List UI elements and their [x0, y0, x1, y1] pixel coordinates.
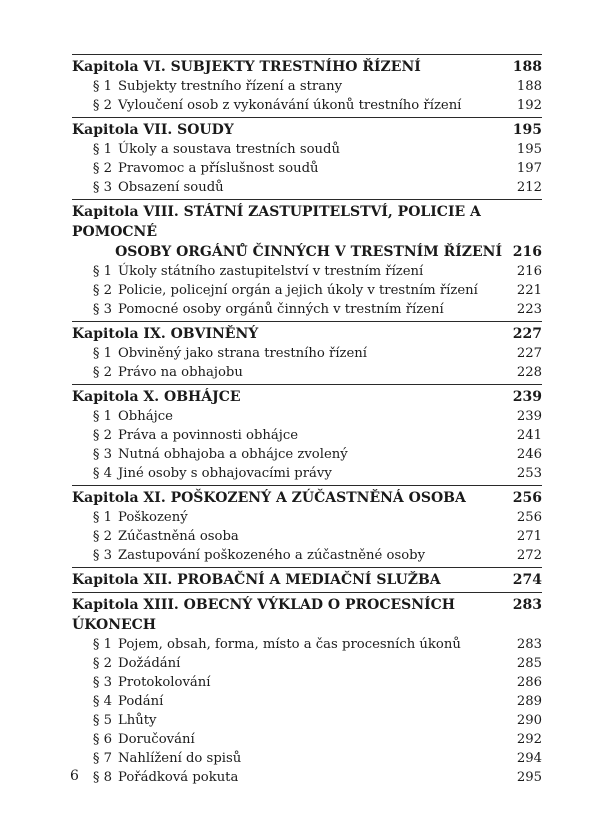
section-title: Obviněný jako strana trestního řízení [118, 346, 368, 361]
toc-section [72, 178, 542, 197]
section-number: § 2 [92, 656, 112, 671]
section-title: Úkoly a soustava trestních soudů [118, 142, 340, 157]
toc-section [72, 363, 542, 382]
toc-section [72, 407, 542, 426]
section-title: Subjekty trestního řízení a strany [118, 79, 343, 94]
section-title: Doručování [118, 732, 195, 747]
section-page-number: 295 [516, 770, 542, 785]
toc-section [72, 730, 542, 749]
toc-section [72, 546, 542, 565]
toc-section [72, 692, 542, 711]
chapter-heading [72, 202, 542, 262]
section-page-number: 294 [516, 751, 542, 766]
toc-section [72, 508, 542, 527]
toc-section [72, 96, 542, 115]
chapter-title [72, 202, 502, 262]
chapter-page-number: 195 [512, 122, 542, 138]
section-number: § 1 [92, 637, 112, 652]
chapter-page-number: 227 [512, 326, 542, 342]
section-title: Obhájce [118, 409, 173, 424]
section-page-number: 195 [516, 142, 542, 157]
section-title: Práva a povinnosti obhájce [118, 428, 299, 443]
toc-chapter [72, 117, 542, 197]
section-page-number: 286 [516, 675, 542, 690]
section-title: Pravomoc a příslušnost soudů [118, 161, 319, 176]
chapter-page-number: 256 [512, 490, 542, 506]
toc-chapter [72, 592, 542, 787]
section-page-number: 228 [516, 365, 542, 380]
section-title: Zastupování poškozeného a zúčastněné osoby [118, 548, 426, 563]
section-page-number: 223 [516, 302, 542, 317]
section-number: § 8 [92, 770, 112, 785]
chapter-title-text: Kapitola XII. PROBAČNÍ A MEDIAČNÍ SLUŽBA [72, 572, 441, 588]
section-number: § 1 [92, 79, 112, 94]
section-number: § 2 [92, 529, 112, 544]
section-number: § 3 [92, 675, 112, 690]
section-page-number: 290 [516, 713, 542, 728]
section-number: § 1 [92, 409, 112, 424]
chapter-title [72, 570, 502, 590]
toc-section [72, 426, 542, 445]
section-number: § 4 [92, 694, 112, 709]
chapter-heading [72, 595, 542, 635]
toc-section [72, 635, 542, 654]
toc-section [72, 159, 542, 178]
section-number: § 2 [92, 428, 112, 443]
toc-section [72, 749, 542, 768]
chapter-title-text: Kapitola VI. SUBJEKTY TRESTNÍHO ŘÍZENÍ [72, 59, 421, 75]
chapter-title-text: Kapitola VIII. STÁTNÍ ZASTUPITELSTVÍ, POLICIE A POMOCNÉ [72, 204, 481, 240]
toc-section [72, 445, 542, 464]
section-page-number: 272 [516, 548, 542, 563]
toc-section [72, 464, 542, 483]
section-title: Právo na obhajobu [118, 365, 243, 380]
section-number: § 2 [92, 283, 112, 298]
chapter-title-text: Kapitola XIII. OBECNÝ VÝKLAD O PROCESNÍCH ÚKONECH [72, 597, 455, 633]
section-page-number: 256 [516, 510, 542, 525]
section-number: § 3 [92, 548, 112, 563]
chapter-page-number: 216 [512, 244, 542, 260]
chapter-title [72, 57, 502, 77]
chapter-heading [72, 57, 542, 77]
section-title: Policie, policejní orgán a jejich úkoly v trestním řízení [118, 283, 478, 298]
chapter-title [72, 387, 502, 407]
toc-section [72, 77, 542, 96]
section-title: Jiné osoby s obhajovacími právy [118, 466, 332, 481]
section-number: § 3 [92, 302, 112, 317]
section-title: Nutná obhajoba a obhájce zvolený [118, 447, 348, 462]
toc-section [72, 300, 542, 319]
section-number: § 1 [92, 510, 112, 525]
section-page-number: 285 [516, 656, 542, 671]
section-title: Pojem, obsah, forma, místo a čas procesních úkonů [118, 637, 461, 652]
toc-chapter [72, 384, 542, 483]
section-number: § 7 [92, 751, 112, 766]
page-number: 6 [70, 768, 79, 784]
toc-chapter [72, 199, 542, 319]
chapter-title [72, 120, 502, 140]
section-page-number: 188 [516, 79, 542, 94]
toc-section [72, 711, 542, 730]
section-page-number: 289 [516, 694, 542, 709]
toc-section [72, 673, 542, 692]
section-page-number: 271 [516, 529, 542, 544]
section-title: Úkoly státního zastupitelství v trestním řízení [118, 264, 424, 279]
section-title: Lhůty [118, 713, 157, 728]
section-number: § 2 [92, 161, 112, 176]
section-title: Dožádání [118, 656, 181, 671]
chapter-title-continuation: OSOBY ORGÁNŮ ČINNÝCH V TRESTNÍM ŘÍZENÍ [115, 244, 502, 260]
chapter-title [72, 595, 502, 635]
chapter-heading [72, 570, 542, 590]
toc-chapter [72, 485, 542, 565]
toc-chapter [72, 567, 542, 590]
section-title: Pořádková pokuta [118, 770, 239, 785]
section-number: § 1 [92, 264, 112, 279]
section-title: Protokolování [118, 675, 211, 690]
table-of-contents [72, 54, 542, 789]
section-page-number: 246 [516, 447, 542, 462]
section-number: § 1 [92, 142, 112, 157]
chapter-heading [72, 488, 542, 508]
chapter-title [72, 324, 502, 344]
toc-section [72, 768, 542, 787]
section-page-number: 283 [516, 637, 542, 652]
chapter-page-number: 274 [512, 572, 542, 588]
toc-section [72, 262, 542, 281]
section-number: § 1 [92, 346, 112, 361]
toc-chapter [72, 321, 542, 382]
section-page-number: 292 [516, 732, 542, 747]
section-title: Pomocné osoby orgánů činných v trestním řízení [118, 302, 444, 317]
chapter-title-text: Kapitola X. OBHÁJCE [72, 389, 241, 405]
section-number: § 6 [92, 732, 112, 747]
section-number: § 2 [92, 98, 112, 113]
section-number: § 5 [92, 713, 112, 728]
toc-section [72, 140, 542, 159]
section-number: § 2 [92, 365, 112, 380]
toc-chapter [72, 54, 542, 115]
section-page-number: 197 [516, 161, 542, 176]
section-number: § 4 [92, 466, 112, 481]
section-page-number: 192 [516, 98, 542, 113]
section-page-number: 239 [516, 409, 542, 424]
toc-section [72, 281, 542, 300]
chapter-page-number: 239 [512, 389, 542, 405]
section-page-number: 212 [516, 180, 542, 195]
section-title: Zúčastněná osoba [118, 529, 239, 544]
chapter-page-number: 283 [512, 597, 542, 613]
section-page-number: 241 [516, 428, 542, 443]
chapter-title-text: Kapitola XI. POŠKOZENÝ A ZÚČASTNĚNÁ OSOBA [72, 490, 466, 506]
toc-section [72, 527, 542, 546]
chapter-heading [72, 324, 542, 344]
section-title: Podání [118, 694, 164, 709]
chapter-title-text: Kapitola VII. SOUDY [72, 122, 234, 138]
section-page-number: 253 [516, 466, 542, 481]
chapter-title-text: Kapitola IX. OBVINĚNÝ [72, 326, 259, 342]
section-page-number: 227 [516, 346, 542, 361]
section-number: § 3 [92, 447, 112, 462]
chapter-title [72, 488, 502, 508]
chapter-page-number: 188 [512, 59, 542, 75]
section-title: Obsazení soudů [118, 180, 224, 195]
section-page-number: 216 [516, 264, 542, 279]
section-title: Vyloučení osob z vykonávání úkonů trestního řízení [118, 98, 462, 113]
section-title: Nahlížení do spisů [118, 751, 242, 766]
chapter-heading [72, 120, 542, 140]
toc-section [72, 344, 542, 363]
section-number: § 3 [92, 180, 112, 195]
chapter-heading [72, 387, 542, 407]
toc-section [72, 654, 542, 673]
section-title: Poškozený [118, 510, 188, 525]
section-page-number: 221 [516, 283, 542, 298]
